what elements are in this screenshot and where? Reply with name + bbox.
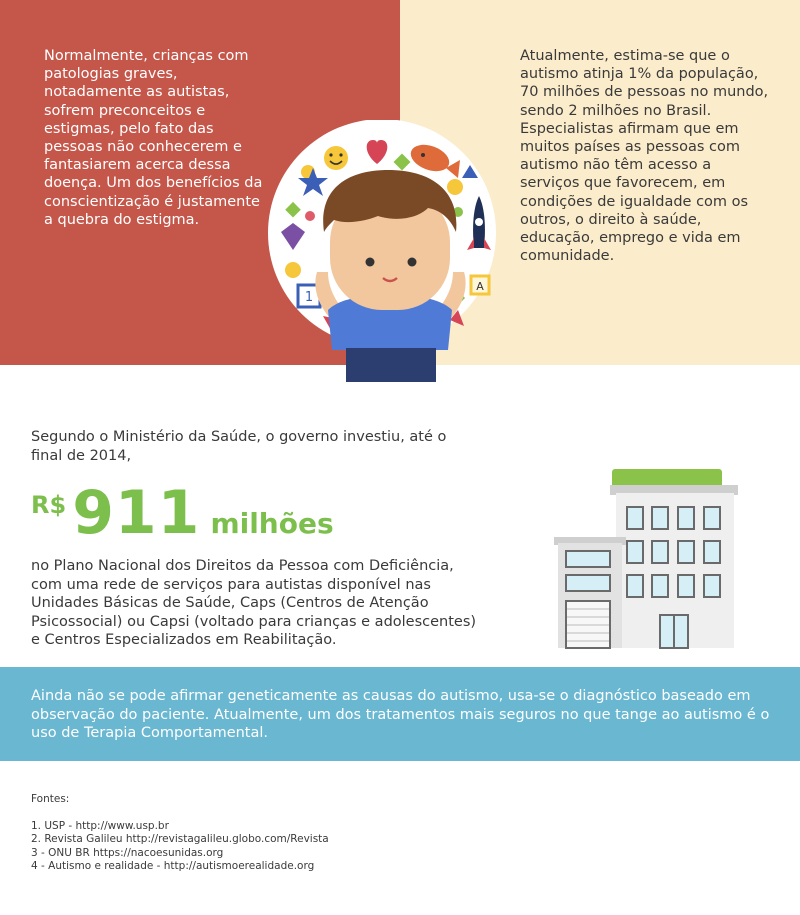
pink-dot-icon [305, 211, 315, 221]
statistics-paragraph: Atualmente, estima-se que o autismo atinja 1% da população, 70 milhões de pessoas no mundo, sendo 2 milhões no Brasil. Especialistas afirmam que em muitos países as pessoas com autismo não têm acesso a serviços que favorecem, em condições de igualdade com os outros, o direito à saúde, educação, emprego e vida em comunidade. [520, 48, 769, 265]
sources-section [31, 793, 531, 874]
stigma-paragraph: Normalmente, crianças com patologias graves, notadamente as autistas, sofrem preconceitos e estigmas, pelo fato das pessoas não conhecerem e fantasiarem acerca dessa doença. Um dos benefícios da conscientização é justamente a quebra do estigma. [44, 48, 263, 228]
source-item: 1. USP - http://www.usp.br [31, 819, 169, 832]
yellow-ball-icon [447, 179, 463, 195]
right-eye [408, 258, 417, 267]
sources-title: Fontes: [31, 793, 70, 805]
smiley-face-icon [324, 146, 348, 170]
amount-number: 911 [72, 478, 201, 548]
left-eye [366, 258, 375, 267]
building-illustration [552, 467, 742, 650]
top-section [0, 0, 800, 365]
child-illustration [268, 120, 518, 382]
investment-intro: Segundo o Ministério da Saúde, o governo investiu, até o final de 2014, [31, 429, 447, 464]
pants [346, 348, 436, 382]
yellow-dot-icon-2 [285, 262, 301, 278]
source-item: 4 - Autismo e realidade - http://autismoerealidade.org [31, 860, 315, 872]
diagnosis-paragraph: Ainda não se pode afirmar geneticamente as causas do autismo, usa-se o diagnóstico baseado em observação do paciente. Atualmente, um dos tratamentos mais seguros no que tange ao autismo é o uso de Terapia Comportamental. [31, 688, 770, 741]
source-item: 2. Revista Galileu http://revistagalileu.globo.com/Revista [31, 833, 329, 845]
letter-block-label: A [476, 280, 484, 293]
currency-symbol: R$ [31, 491, 67, 519]
investment-description: no Plano Nacional dos Direitos da Pessoa com Deficiência, com uma rede de serviços para autistas disponível nas Unidades Básicas de Saúde, Caps (Centros de Atenção Psicossocial) ou Capsi (voltado para crianças e adolescentes) e Centros Especializados em Reabilitação. [31, 558, 477, 648]
amount-unit: milhões [210, 507, 334, 540]
number-block-label: 1 [304, 290, 314, 305]
investment-amount [31, 478, 334, 548]
source-item: 3 - ONU BR https://nacoesunidas.org [31, 846, 224, 859]
